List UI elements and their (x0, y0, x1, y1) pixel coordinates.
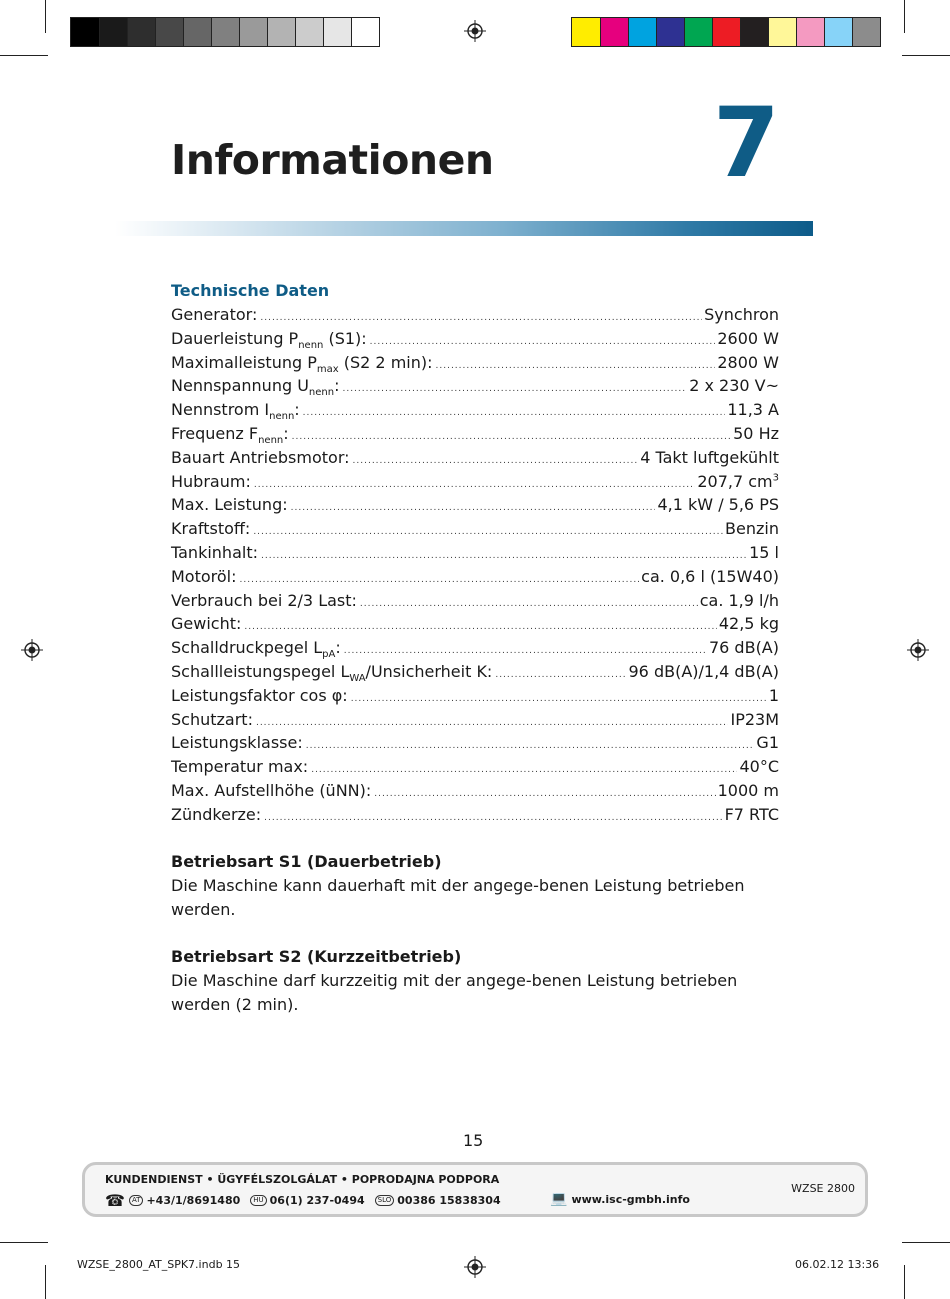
spec-label: Kraftstoff: (171, 519, 251, 539)
registration-mark-icon (21, 639, 43, 661)
spec-value: 15 l (749, 542, 779, 562)
spec-value: 96 dB(A)/1,4 dB(A) (628, 661, 779, 681)
spec-value: IP23M (730, 709, 779, 729)
spec-label: Gewicht: (171, 614, 242, 634)
website-url: www.isc-gmbh.info (571, 1192, 690, 1206)
gray-swatch (71, 18, 99, 46)
spec-label: Motoröl: (171, 566, 237, 586)
mode-s1-text: Die Maschine kann dauerhaft mit der angege-benen Leistung betrieben werden. (171, 875, 745, 919)
phone-number: 00386 15838304 (397, 1194, 501, 1207)
spec-row (171, 565, 779, 589)
spec-row (171, 684, 779, 708)
spec-label: Max. Aufstellhöhe (üNN): (171, 780, 372, 800)
gray-swatch (211, 18, 239, 46)
spec-row (171, 660, 779, 684)
spec-value: 1000 m (717, 780, 779, 800)
spec-row (171, 708, 779, 732)
spec-row (171, 755, 779, 779)
color-swatch (656, 18, 684, 46)
crop-mark (904, 0, 905, 33)
spec-row (171, 351, 779, 375)
spec-value: 2600 W (717, 328, 779, 348)
spec-value: 4,1 kW / 5,6 PS (657, 495, 779, 515)
country-badge: AT (129, 1195, 144, 1206)
spec-row (171, 470, 779, 494)
spec-label: Bauart Antriebsmotor: (171, 447, 350, 467)
model-name: WZSE 2800 (791, 1182, 855, 1195)
spec-value: 2800 W (717, 352, 779, 372)
spec-label: Hubraum: (171, 471, 251, 491)
mode-s2-text: Die Maschine darf kurzzeitig mit der angege-benen Leistung betrieben werden (2 min). (171, 970, 738, 1014)
spec-row (171, 612, 779, 636)
crop-mark (0, 55, 48, 56)
crop-mark (902, 55, 950, 56)
spec-label: Schalldruckpegel $L_{pA}$: (171, 638, 341, 661)
gray-swatch (323, 18, 351, 46)
color-swatch (796, 18, 824, 46)
spec-label: Dauerleistung $P_{nenn}$ (S1): (171, 328, 367, 351)
page-title: Informationen (171, 136, 494, 184)
spec-row (171, 422, 779, 446)
chapter-number: 7 (713, 87, 780, 199)
slug-date: 06.02.12 13:36 (795, 1258, 880, 1271)
spec-row (171, 589, 779, 613)
gray-swatch (99, 18, 127, 46)
gray-color-bar (70, 17, 380, 47)
gray-swatch (295, 18, 323, 46)
mode-s2-heading: Betriebsart S2 (Kurzzeitbetrieb) (171, 947, 462, 966)
spec-label: Schutzart: (171, 709, 253, 729)
spec-value: G1 (756, 733, 779, 753)
spec-value: 207,7 $cm^3$ (697, 471, 779, 491)
phone-number: +43/1/8691480 (146, 1194, 241, 1207)
laptop-icon: 💻 (550, 1191, 568, 1207)
spec-value: ca. 0,6 l (15W40) (641, 566, 779, 586)
spec-label: Maximalleistung $P_{max}$ (S2 2 min): (171, 352, 433, 375)
crop-mark (0, 1242, 48, 1243)
color-swatch (852, 18, 880, 46)
spec-row (171, 803, 779, 827)
crop-mark (902, 1242, 950, 1243)
slug-file: WZSE_2800_AT_SPK7.indb 15 (77, 1258, 241, 1271)
spec-value: 40°C (739, 757, 779, 777)
spec-value: ca. 1,9 l/h (699, 590, 779, 610)
service-line: KUNDENDIENST • ÜGYFÉLSZOLGÁLAT • POPRODAJNA PODPORA (105, 1173, 500, 1186)
spec-label: Frequenz $F_{nenn}$: (171, 423, 289, 447)
spec-row (171, 327, 779, 351)
spec-value: 4 Takt luftgekühlt (640, 447, 779, 467)
crop-mark (45, 1265, 46, 1299)
spec-row (171, 541, 779, 565)
gray-swatch (127, 18, 155, 46)
process-color-bar (571, 17, 881, 47)
spec-row (171, 636, 779, 660)
spec-label: Leistungsklasse: (171, 733, 303, 753)
gray-swatch (239, 18, 267, 46)
heading-gradient-rule (115, 221, 813, 236)
phone-line (105, 1191, 501, 1210)
mode-s2-block (171, 945, 781, 1016)
website[interactable] (550, 1191, 690, 1207)
service-footer (82, 1162, 868, 1217)
spec-value: 76 dB(A) (708, 638, 779, 658)
color-swatch (600, 18, 628, 46)
spec-value: 1 (768, 685, 779, 705)
spec-row (171, 493, 779, 517)
color-swatch (684, 18, 712, 46)
color-swatch (768, 18, 796, 46)
spec-row (171, 303, 779, 327)
spec-row (171, 446, 779, 470)
phone-icon: ☎ (105, 1191, 125, 1210)
crop-mark (904, 1265, 905, 1299)
color-swatch (824, 18, 852, 46)
spec-value: 42,5 kg (718, 614, 779, 634)
mode-s1-heading: Betriebsart S1 (Dauerbetrieb) (171, 852, 442, 871)
spec-row (171, 517, 779, 541)
registration-mark-icon (464, 20, 486, 42)
country-badge: HU (250, 1195, 266, 1206)
dot-leader (264, 803, 722, 831)
spec-label: Leistungsfaktor cos φ: (171, 685, 348, 705)
color-swatch (712, 18, 740, 46)
spec-list (171, 303, 779, 827)
gray-swatch (351, 18, 379, 46)
spec-label: Temperatur max: (171, 757, 309, 777)
spec-label: Nennstrom $I_{nenn}$: (171, 400, 300, 423)
country-badge: SLO (375, 1195, 395, 1206)
spec-label: Tankinhalt: (171, 542, 258, 562)
page-number: 15 (463, 1131, 484, 1150)
spec-label: Max. Leistung: (171, 495, 288, 515)
registration-mark-icon (907, 639, 929, 661)
spec-value: Benzin (725, 519, 779, 539)
registration-mark-icon (464, 1256, 486, 1278)
spec-value: F7 RTC (724, 804, 779, 824)
spec-value: 2 x 230 V~ (689, 376, 779, 396)
spec-value: 50 Hz (733, 423, 779, 443)
spec-value: Synchron (704, 305, 779, 324)
crop-mark (45, 0, 46, 33)
gray-swatch (155, 18, 183, 46)
spec-value: 11,3 A (727, 400, 779, 420)
phone-number: 06(1) 237-0494 (269, 1194, 365, 1207)
spec-row (171, 398, 779, 422)
spec-label: Verbrauch bei 2/3 Last: (171, 590, 357, 610)
color-swatch (628, 18, 656, 46)
gray-swatch (183, 18, 211, 46)
color-swatch (572, 18, 600, 46)
spec-row (171, 779, 779, 803)
spec-row (171, 731, 779, 755)
spec-label: Nennspannung $U_{nenn}$: (171, 376, 340, 399)
section-heading: Technische Daten (171, 281, 330, 300)
spec-label: Generator: (171, 305, 258, 324)
spec-label: Zündkerze: (171, 804, 262, 824)
spec-label: Schallleistungspegel $L_{WA}$/Unsicherheit K: (171, 661, 493, 685)
color-swatch (740, 18, 768, 46)
technical-data-section (171, 279, 779, 827)
mode-s1-block (171, 850, 781, 921)
gray-swatch (267, 18, 295, 46)
